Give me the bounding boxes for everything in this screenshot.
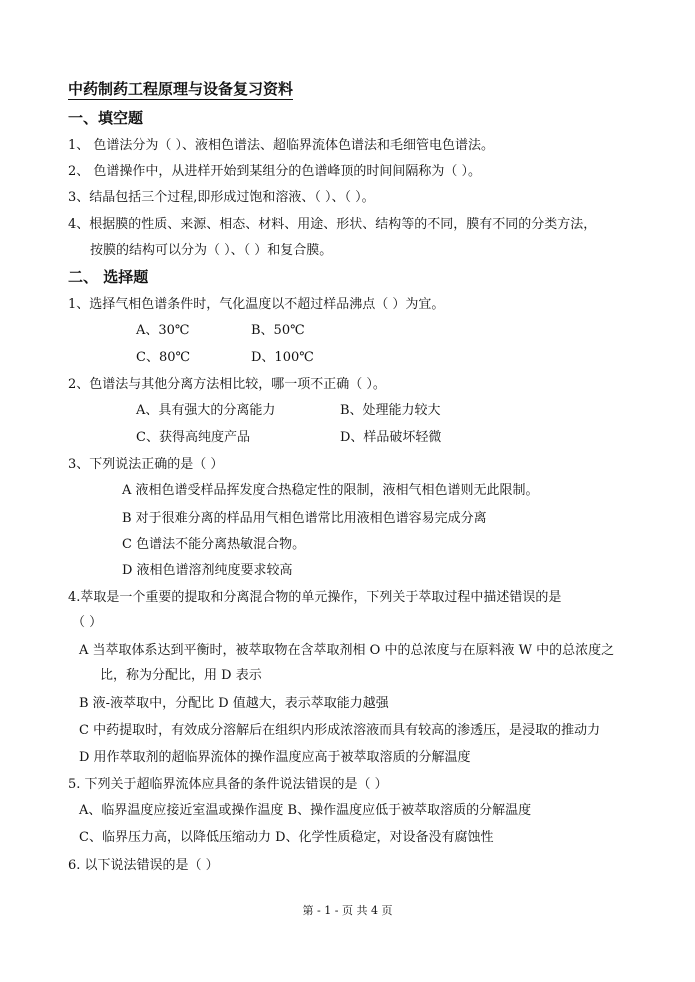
choice-q4-option-b: B 液-液萃取中，分配比 D 值越大，表示萃取能力越强: [79, 696, 389, 711]
choice-q4-option-a-line2: 比，称为分配比，用 D 表示: [100, 668, 262, 683]
choice-q2-option-d: D、样品破坏轻微: [340, 430, 442, 445]
choice-q3-option-a: A 液相色谱受样品挥发度合热稳定性的限制，液相气相色谱则无此限制。: [122, 483, 539, 498]
choice-question-1: 1、选择气相色谱条件时，气化温度以不超过样品沸点（ ）为宜。: [68, 297, 445, 312]
choice-q3-option-c: C 色谱法不能分离热敏混合物。: [122, 537, 306, 552]
choice-q1-option-b: B、50℃: [251, 323, 305, 338]
choice-q1-option-a: A、30℃: [136, 323, 190, 338]
fill-question-4-line2: 按膜的结构可以分为（ ）、（ ）和复合膜。: [90, 243, 333, 258]
choice-q4-option-a-line1: A 当萃取体系达到平衡时，被萃取物在含萃取剂相 O 中的总浓度与在原料液 W 中的总浓度之: [79, 643, 615, 658]
fill-question-1: 1、 色谱法分为（ ）、液相色谱法、超临界流体色谱法和毛细管电色谱法。: [68, 138, 495, 153]
choice-q2-option-a: A、具有强大的分离能力: [136, 403, 276, 418]
fill-question-2: 2、 色谱操作中，从进样开始到某组分的色谱峰顶的时间间隔称为（ ）。: [68, 164, 482, 179]
choice-q2-option-c: C、获得高纯度产品: [136, 430, 250, 445]
choice-q5-options-cd: C、临界压力高，以降低压缩动力 D、化学性质稳定，对设备没有腐蚀性: [79, 830, 494, 845]
section-choice-title: 二、 选择题: [68, 268, 149, 286]
choice-q3-option-d: D 液相色谱溶剂纯度要求较高: [122, 563, 293, 578]
fill-question-4-line1: 4、根据膜的性质、来源、相态、材料、用途、形状、结构等的不同，膜有不同的分类方法，: [68, 217, 597, 232]
choice-q4-option-d: D 用作萃取剂的超临界流体的操作温度应高于被萃取溶质的分解温度: [79, 750, 471, 765]
choice-q1-option-d: D、100℃: [251, 350, 314, 365]
choice-q4-paren: （ ）: [72, 615, 103, 630]
fill-question-3: 3、结晶包括三个过程,即形成过饱和溶液、（ ）、（ ）。: [68, 190, 375, 205]
choice-question-2: 2、色谱法与其他分离方法相比较，哪一项不正确（ ）。: [68, 377, 386, 392]
choice-question-4: 4.萃取是一个重要的提取和分离混合物的单元操作，下列关于萃取过程中描述错误的是: [68, 590, 562, 605]
choice-q1-option-c: C、80℃: [136, 350, 191, 365]
choice-q3-option-b: B 对于很难分离的样品用气相色谱常比用液相色谱容易完成分离: [122, 511, 487, 526]
choice-q4-option-c: C 中药提取时，有效成分溶解后在组织内形成浓溶液而具有较高的渗透压，是浸取的推动力: [79, 723, 601, 738]
choice-question-5: 5. 下列关于超临界流体应具备的条件说法错误的是（ ）: [68, 777, 388, 792]
choice-question-3: 3、下列说法正确的是（ ）: [68, 457, 224, 472]
section-fill-in-title: 一、填空题: [68, 109, 144, 127]
choice-q5-options-ab: A、临界温度应接近室温或操作温度 B、操作温度应低于被萃取溶质的分解温度: [79, 803, 532, 818]
choice-q2-option-b: B、处理能力较大: [340, 403, 441, 418]
page-footer: 第 - 1 - 页 共 4 页: [302, 904, 393, 917]
choice-question-6: 6. 以下说法错误的是（ ）: [68, 858, 219, 873]
document-title: 中药制药工程原理与设备复习资料: [68, 80, 294, 98]
